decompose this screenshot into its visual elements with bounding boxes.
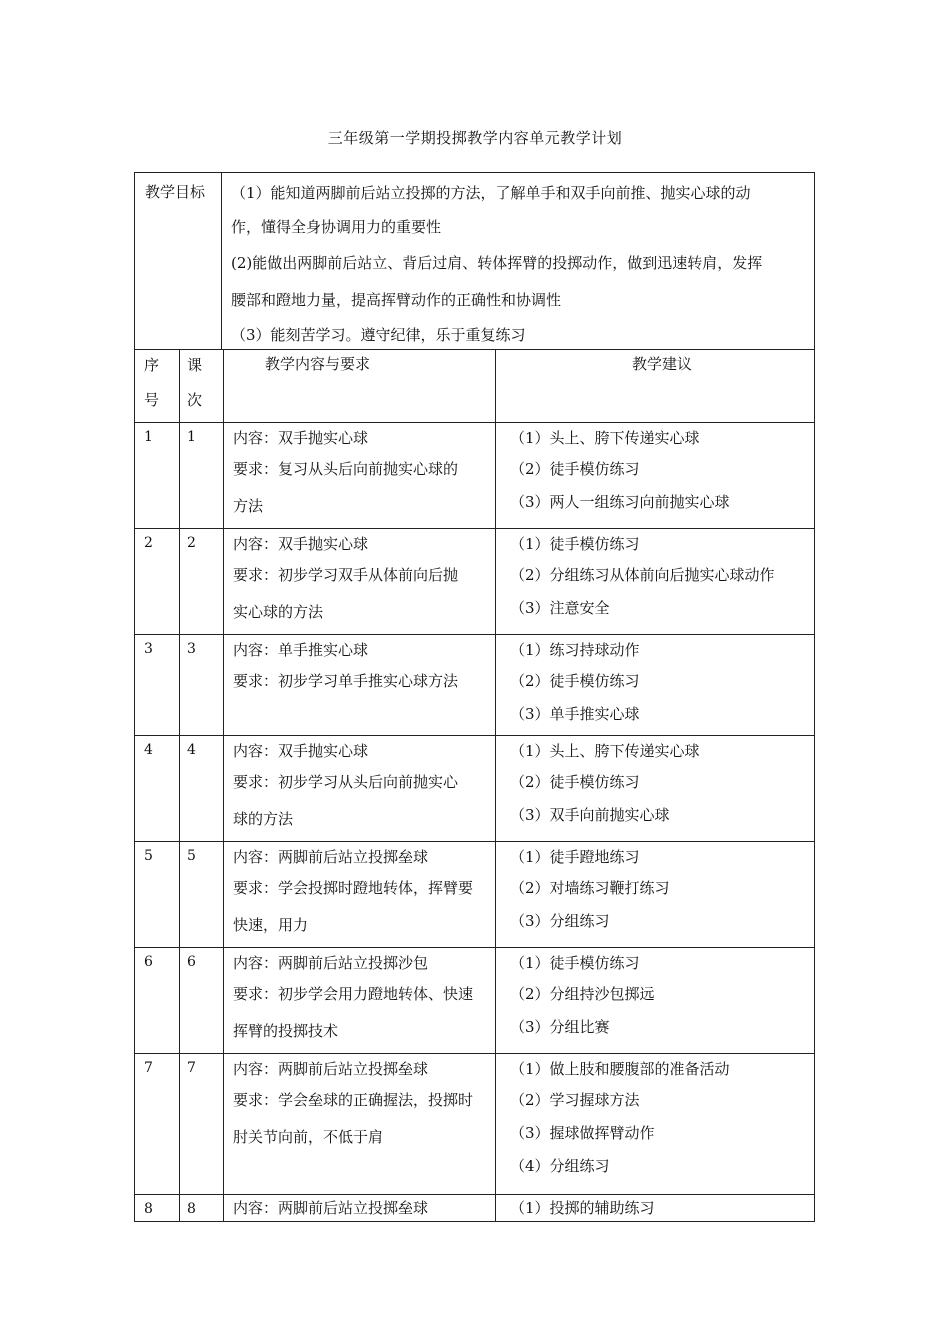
content-line: 内容：双手抛实心球: [233, 535, 369, 553]
lesson-rows: [134, 422, 815, 1222]
content-cell: [223, 1054, 495, 1194]
seq-cell: [135, 635, 179, 735]
suggest-line: （1）头上、胯下传递实心球: [510, 429, 700, 447]
seq-number: 4: [144, 742, 153, 758]
lesson-number: 5: [187, 848, 196, 864]
content-line: 方法: [233, 497, 264, 515]
content-line: 肘关节向前，不低于肩: [233, 1128, 384, 1146]
suggest-line: （2）学习握球方法: [510, 1091, 640, 1109]
table-row: [134, 947, 815, 1053]
lesson-number: 8: [187, 1201, 196, 1217]
lesson-cell: [179, 842, 223, 947]
seq-cell: [135, 1195, 179, 1221]
suggest-cell: [495, 736, 814, 841]
content-line: 要求：初步学会用力蹬地转体、快速: [233, 985, 474, 1003]
plan-table: [134, 172, 815, 1222]
content-line: 内容：两脚前后站立投掷沙包: [233, 954, 429, 972]
table-row: [134, 422, 815, 528]
seq-number: 3: [144, 641, 153, 657]
suggest-line: （2）分组练习从体前向后抛实心球动作: [510, 566, 775, 584]
content-line: 要求：初步学习双手从体前向后抛: [233, 566, 459, 584]
content-line: 要求：复习从头后向前抛实心球的: [233, 460, 459, 478]
suggest-line: （4）分组练习: [510, 1157, 610, 1175]
seq-cell: [135, 529, 179, 634]
goals-row: [134, 172, 815, 349]
content-cell: [223, 1195, 495, 1221]
header-row: [134, 349, 815, 422]
content-cell: [223, 736, 495, 841]
suggest-line: （1）徒手模仿练习: [510, 535, 640, 553]
seq-number: 5: [144, 848, 153, 864]
lesson-number: 3: [187, 641, 196, 657]
content-cell: [223, 635, 495, 735]
table-row: [134, 634, 815, 735]
lesson-cell: [179, 423, 223, 528]
lesson-number: 1: [187, 429, 196, 445]
content-line: 内容：双手抛实心球: [233, 429, 369, 447]
suggest-cell: [495, 842, 814, 947]
goal-line: 作，懂得全身协调用力的重要性: [231, 218, 442, 236]
seq-number: 8: [144, 1201, 153, 1217]
suggest-cell: [495, 948, 814, 1053]
suggest-cell: [495, 529, 814, 634]
seq-cell: [135, 948, 179, 1053]
seq-number: 7: [144, 1060, 153, 1076]
content-line: 内容：两脚前后站立投掷垒球: [233, 1060, 429, 1078]
suggest-line: （3）单手推实心球: [510, 705, 640, 723]
header-lesson: 课 次: [187, 356, 203, 409]
suggest-line: （1）头上、胯下传递实心球: [510, 742, 700, 760]
suggest-line: （1）做上肢和腰腹部的准备活动: [510, 1060, 730, 1078]
goals-body-cell: [221, 173, 814, 349]
suggest-line: （3）分组比赛: [510, 1018, 610, 1036]
content-cell: [223, 529, 495, 634]
lesson-cell: [179, 529, 223, 634]
suggest-cell: [495, 635, 814, 735]
lesson-cell: [179, 1195, 223, 1221]
content-line: 要求：学会投掷时蹬地转体，挥臂要: [233, 879, 474, 897]
goal-line: （1）能知道两脚前后站立投掷的方法，了解单手和双手向前推、抛实心球的动: [231, 184, 751, 202]
goal-line: (2)能做出两脚前后站立、背后过肩、转体挥臂的投掷动作，做到迅速转肩，发挥: [231, 254, 763, 272]
document-title: 三年级第一学期投掷教学内容单元教学计划: [327, 129, 623, 147]
content-line: 要求：初步学习单手推实心球方法: [233, 672, 459, 690]
header-content: 教学内容与要求: [265, 355, 371, 373]
content-line: 内容：单手推实心球: [233, 641, 369, 659]
lesson-number: 2: [187, 535, 196, 551]
suggest-cell: [495, 1195, 814, 1221]
goals-label: 教学目标: [145, 183, 206, 201]
table-row: [134, 528, 815, 634]
content-line: 挥臂的投掷技术: [233, 1022, 339, 1040]
content-line: 要求：学会垒球的正确握法，投掷时: [233, 1091, 474, 1109]
suggest-line: （1）徒手蹬地练习: [510, 848, 640, 866]
suggest-cell: [495, 423, 814, 528]
content-cell: [223, 423, 495, 528]
seq-number: 6: [144, 954, 153, 970]
content-line: 内容：两脚前后站立投掷垒球: [233, 1199, 429, 1217]
lesson-cell: [179, 948, 223, 1053]
lesson-number: 6: [187, 954, 196, 970]
lesson-cell: [179, 635, 223, 735]
goals-label-cell: [135, 173, 221, 349]
suggest-line: （2）对墙练习鞭打练习: [510, 879, 670, 897]
suggest-line: （3）分组练习: [510, 912, 610, 930]
seq-cell: [135, 1054, 179, 1194]
header-suggest: 教学建议: [631, 355, 692, 373]
seq-cell: [135, 423, 179, 528]
lesson-cell: [179, 736, 223, 841]
content-line: 内容：两脚前后站立投掷垒球: [233, 848, 429, 866]
content-line: 内容：双手抛实心球: [233, 742, 369, 760]
table-row: [134, 1053, 815, 1194]
goal-line: 腰部和蹬地力量，提高挥臂动作的正确性和协调性: [231, 291, 562, 309]
goal-line: （3）能刻苦学习。遵守纪律，乐于重复练习: [231, 326, 526, 344]
header-seq: 序 号: [144, 356, 160, 409]
table-row: [134, 841, 815, 947]
content-line: 要求：初步学习从头后向前抛实心: [233, 773, 459, 791]
suggest-line: （1）练习持球动作: [510, 641, 640, 659]
lesson-number: 7: [187, 1060, 196, 1076]
suggest-line: （1）投掷的辅助练习: [510, 1199, 655, 1217]
content-cell: [223, 842, 495, 947]
suggest-line: （3）两人一组练习向前抛实心球: [510, 493, 730, 511]
seq-number: 2: [144, 535, 153, 551]
suggest-line: （2）徒手模仿练习: [510, 773, 640, 791]
table-row: [134, 1194, 815, 1222]
suggest-line: （3）注意安全: [510, 599, 610, 617]
content-line: 球的方法: [233, 810, 294, 828]
suggest-line: （2）徒手模仿练习: [510, 672, 640, 690]
seq-number: 1: [144, 429, 153, 445]
seq-cell: [135, 842, 179, 947]
suggest-line: （1）徒手模仿练习: [510, 954, 640, 972]
suggest-line: （2）分组持沙包掷远: [510, 985, 655, 1003]
lesson-number: 4: [187, 742, 196, 758]
table-row: [134, 735, 815, 841]
suggest-line: （3）双手向前抛实心球: [510, 806, 670, 824]
suggest-cell: [495, 1054, 814, 1194]
content-line: 快速，用力: [233, 916, 309, 934]
lesson-cell: [179, 1054, 223, 1194]
suggest-line: （3）握球做挥臂动作: [510, 1124, 655, 1142]
suggest-line: （2）徒手模仿练习: [510, 460, 640, 478]
content-line: 实心球的方法: [233, 603, 324, 621]
content-cell: [223, 948, 495, 1053]
seq-cell: [135, 736, 179, 841]
